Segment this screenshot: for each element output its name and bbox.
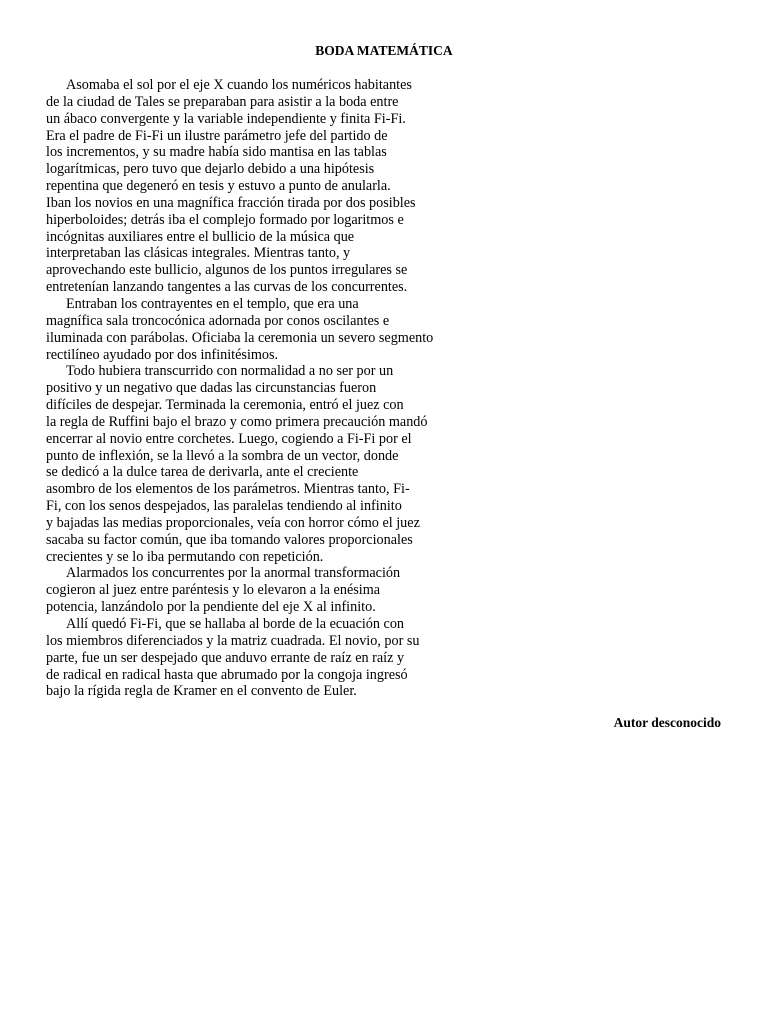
text-line: Entraban los contrayentes en el templo, que era una — [66, 295, 359, 312]
text-line: asombro de los elementos de los parámetros. Mientras tanto, Fi- — [46, 481, 410, 498]
text-line: magnífica sala troncocónica adornada por conos oscilantes e — [46, 312, 390, 329]
text-line: la regla de Ruffini bajo el brazo y como primera precaución mandó — [46, 413, 428, 430]
text-line: Fi, con los senos despejados, las paralelas tendiendo al infinito — [46, 498, 402, 515]
text-line: de radical en radical hasta que abrumado por la congoja ingresó — [46, 666, 408, 683]
text-line: de la ciudad de Tales se preparaban para asistir a la boda entre — [46, 93, 399, 110]
text-line: punto de inflexión, se la llevó a la sombra de un vector, donde — [46, 447, 399, 464]
text-line: parte, fue un ser despejado que anduvo errante de raíz en raíz y — [46, 649, 405, 666]
text-line: bajo la rígida regla de Kramer en el convento de Euler. — [46, 683, 357, 700]
text-line: rectilíneo ayudado por dos infinitésimos. — [46, 346, 279, 363]
text-line: un ábaco convergente y la variable independiente y finita Fi-Fi. — [46, 110, 406, 127]
text-line: potencia, lanzándolo por la pendiente del eje X al infinito. — [46, 599, 376, 616]
text-line: logarítmicas, pero tuvo que dejarlo debido a una hipótesis — [46, 161, 375, 178]
text-line: difíciles de despejar. Terminada la ceremonia, entró el juez con — [46, 397, 404, 414]
text-line: hiperboloides; detrás iba el complejo formado por logaritmos e — [46, 211, 404, 228]
text-line: Era el padre de Fi-Fi un ilustre parámetro jefe del partido de — [46, 127, 388, 144]
text-line: Alarmados los concurrentes por la anormal transformación — [66, 565, 401, 582]
text-line: repentina que degeneró en tesis y estuvo a punto de anularla. — [46, 178, 391, 195]
text-line: Allí quedó Fi-Fi, que se hallaba al borde de la ecuación con — [66, 616, 405, 632]
text-line: Iban los novios en una magnífica fracción tirada por dos posibles — [46, 194, 416, 211]
text-line: positivo y un negativo que dadas las circunstancias fueron — [46, 380, 377, 397]
author-signature: Autor desconocido — [613, 715, 721, 730]
text-line: Todo hubiera transcurrido con normalidad a no ser por un — [66, 363, 394, 380]
text-line: y bajadas las medias proporcionales, veía con horror cómo el juez — [46, 514, 420, 531]
text-line: interpretaban las clásicas integrales. Mientras tanto, y — [46, 245, 351, 262]
text-line: cogieron al juez entre paréntesis y lo elevaron a la enésima — [46, 582, 381, 599]
text-line: sacaba su factor común, que iba tomando valores proporcionales — [46, 531, 413, 548]
text-line: encerrar al novio entre corchetes. Luego, cogiendo a Fi-Fi por el — [46, 430, 412, 447]
text-line: incógnitas auxiliares entre el bullicio de la música que — [46, 228, 355, 245]
text-line: crecientes y se lo iba permutando con repetición. — [46, 548, 324, 565]
text-line: los incrementos, y su madre había sido mantisa en las tablas — [46, 144, 387, 161]
text-line: iluminada con parábolas. Oficiaba la ceremonia un severo segmento — [46, 329, 434, 346]
text-line: Asomaba el sol por el eje X cuando los numéricos habitantes — [66, 77, 412, 93]
document-title: BODA MATEMÁTICA — [315, 43, 453, 58]
text-line: los miembros diferenciados y la matriz cuadrada. El novio, por su — [46, 632, 420, 649]
document-body — [46, 77, 486, 700]
text-line: entretenían lanzando tangentes a las curvas de los concurrentes. — [46, 279, 408, 296]
text-line: se dedicó a la dulce tarea de derivarla, ante el creciente — [46, 464, 359, 481]
text-line: aprovechando este bullicio, algunos de los puntos irregulares se — [46, 262, 408, 279]
